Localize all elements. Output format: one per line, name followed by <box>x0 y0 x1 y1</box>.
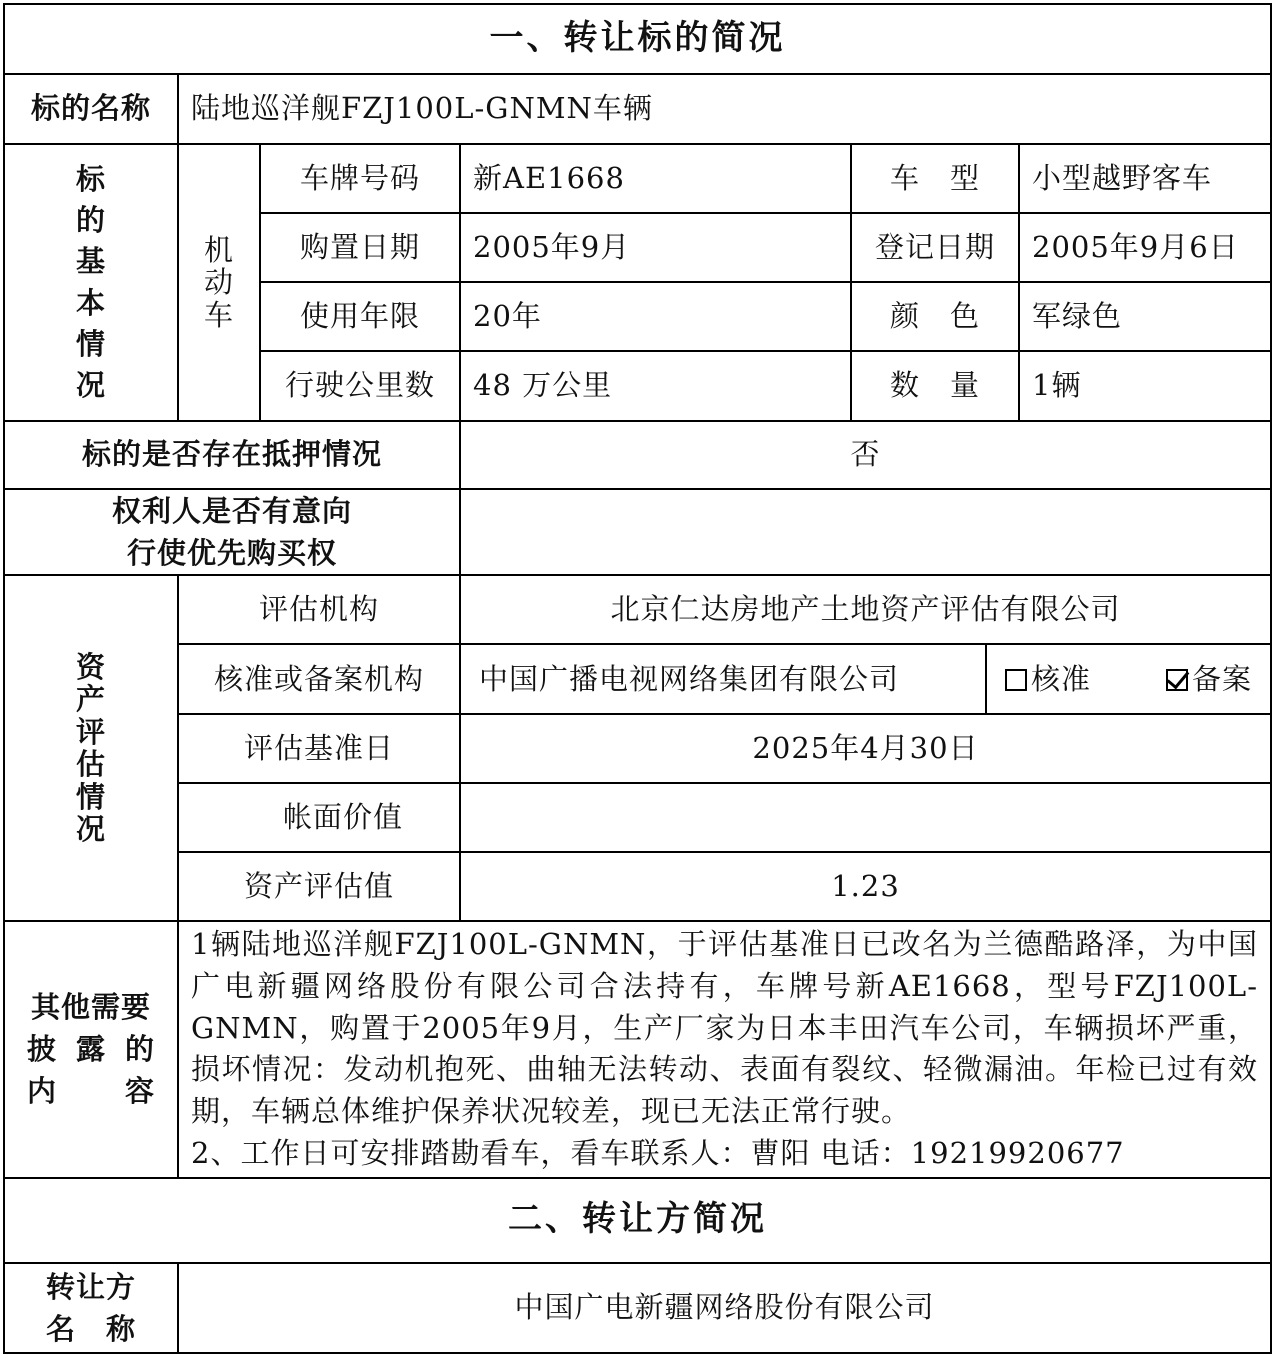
appraisal-agency-value: 北京仁达房地产土地资产评估有限公司 <box>460 575 1271 644</box>
appraisal-label <box>4 575 178 921</box>
preemption-label-line-1: 权利人是否有意向 <box>111 494 352 528</box>
transferor-label-line-1: 转让方 <box>45 1269 136 1304</box>
book-value-row <box>4 783 1271 852</box>
basic-info-char: 情 <box>75 326 106 361</box>
basic-info-char: 的 <box>75 203 106 238</box>
file-option[interactable] <box>1166 660 1252 699</box>
section-1-header-row <box>4 4 1271 74</box>
appraisal-char: 产 <box>75 682 106 717</box>
base-date-value: 2025年4月30日 <box>460 714 1271 783</box>
assessed-value-label: 资产评估值 <box>178 852 460 921</box>
transferor-label-line-2: 名 称 <box>45 1311 136 1346</box>
base-date-row <box>4 714 1271 783</box>
purchase-date-value: 2005年9月 <box>460 213 851 282</box>
vehicle-label <box>178 144 260 421</box>
register-date-value: 2005年9月6日 <box>1019 213 1271 282</box>
section-2-title: 二、转让方简况 <box>4 1178 1271 1263</box>
purchase-date-label: 购置日期 <box>260 213 460 282</box>
subject-name-label: 标的名称 <box>4 74 178 144</box>
approval-agency-label: 核准或备案机构 <box>178 644 460 714</box>
transferor-label <box>4 1263 178 1353</box>
other-disclosure-row <box>4 921 1271 1178</box>
vehicle-label-char: 动 <box>203 265 234 300</box>
other-disclosure-label <box>4 921 178 1178</box>
pledge-row <box>4 421 1271 489</box>
vehicle-type-label: 车 型 <box>851 144 1019 213</box>
basic-info-char: 本 <box>75 285 106 320</box>
preemption-row <box>4 489 1271 575</box>
vehicle-type-value: 小型越野客车 <box>1019 144 1271 213</box>
book-value-label: 帐面价值 <box>178 783 460 852</box>
approval-agency-row <box>4 644 1271 714</box>
base-date-label: 评估基准日 <box>178 714 460 783</box>
color-value: 军绿色 <box>1019 282 1271 351</box>
approval-type-options <box>986 644 1271 714</box>
basic-info-label <box>4 144 178 421</box>
quantity-value: 1辆 <box>1019 351 1271 421</box>
basic-info-char: 基 <box>75 244 106 279</box>
approve-checkbox-icon[interactable] <box>1005 669 1027 691</box>
appraisal-char: 情 <box>75 779 106 814</box>
preemption-label <box>4 489 460 575</box>
subject-name-value: 陆地巡洋舰FZJ100L-GNMN车辆 <box>178 74 1271 144</box>
basic-info-char: 况 <box>75 367 106 402</box>
vehicle-row-plate <box>4 144 1271 213</box>
book-value-value <box>460 783 1271 852</box>
other-disclosure-paragraph-2: 2、工作日可安排踏勘看车，看车联系人：曹阳 电话：19219920677 <box>191 1135 1125 1170</box>
appraisal-agency-row <box>4 575 1271 644</box>
basic-info-char: 标 <box>75 161 106 196</box>
service-years-value: 20年 <box>460 282 851 351</box>
appraisal-char: 估 <box>75 747 106 782</box>
section-2-header-row <box>4 1178 1271 1263</box>
other-label-line-2: 披 露 的 <box>27 1032 155 1067</box>
other-disclosure-paragraph-1: 1辆陆地巡洋舰FZJ100L-GNMN，于评估基准日已改名为兰德酷路泽，为中国广电新疆网络股份有限公司合法持有，车牌号新AE1668，型号FZJ100L-GNMN，购置于2005年9月，生产厂家为日本丰田汽车公司，车辆损坏严重，损坏情况：发动机抱死、曲轴无法转动、表面有裂纹、轻微漏油。年检已过有效期，车辆总体维护保养状况较差，现已无法正常行驶。 <box>191 927 1258 1129</box>
quantity-label: 数 量 <box>851 351 1019 421</box>
assessed-value-value: 1.23 <box>460 852 1271 921</box>
appraisal-agency-label: 评估机构 <box>178 575 460 644</box>
preemption-label-line-2: 行使优先购买权 <box>126 536 337 571</box>
mileage-value: 48 万公里 <box>460 351 851 421</box>
pledge-label: 标的是否存在抵押情况 <box>4 421 460 489</box>
plate-value: 新AE1668 <box>460 144 851 213</box>
other-disclosure-content <box>178 921 1271 1178</box>
appraisal-char: 资 <box>75 649 106 684</box>
other-label-line-3: 内 容 <box>27 1074 155 1109</box>
vehicle-label-char: 机 <box>203 232 234 267</box>
service-years-label: 使用年限 <box>260 282 460 351</box>
mileage-label: 行驶公里数 <box>260 351 460 421</box>
pledge-value: 否 <box>460 421 1271 489</box>
section-1-title: 一、转让标的简况 <box>4 4 1271 74</box>
color-label: 颜 色 <box>851 282 1019 351</box>
appraisal-char: 况 <box>75 812 106 847</box>
preemption-value <box>460 489 1271 575</box>
transfer-form-table <box>3 3 1272 1354</box>
transferor-row <box>4 1263 1271 1353</box>
assessed-value-row <box>4 852 1271 921</box>
approve-option[interactable] <box>1005 660 1091 699</box>
plate-label: 车牌号码 <box>260 144 460 213</box>
vehicle-label-char: 车 <box>203 297 234 332</box>
file-option-label: 备案 <box>1191 661 1252 696</box>
transfer-form-document <box>3 3 1272 1354</box>
approve-option-label: 核准 <box>1031 661 1092 696</box>
file-checkbox-icon[interactable] <box>1166 669 1188 691</box>
register-date-label: 登记日期 <box>851 213 1019 282</box>
transferor-value: 中国广电新疆网络股份有限公司 <box>178 1263 1271 1353</box>
other-label-line-1: 其他需要 <box>30 990 151 1025</box>
subject-name-row <box>4 74 1271 144</box>
approval-agency-value: 中国广播电视网络集团有限公司 <box>460 644 986 714</box>
appraisal-char: 评 <box>75 714 106 749</box>
